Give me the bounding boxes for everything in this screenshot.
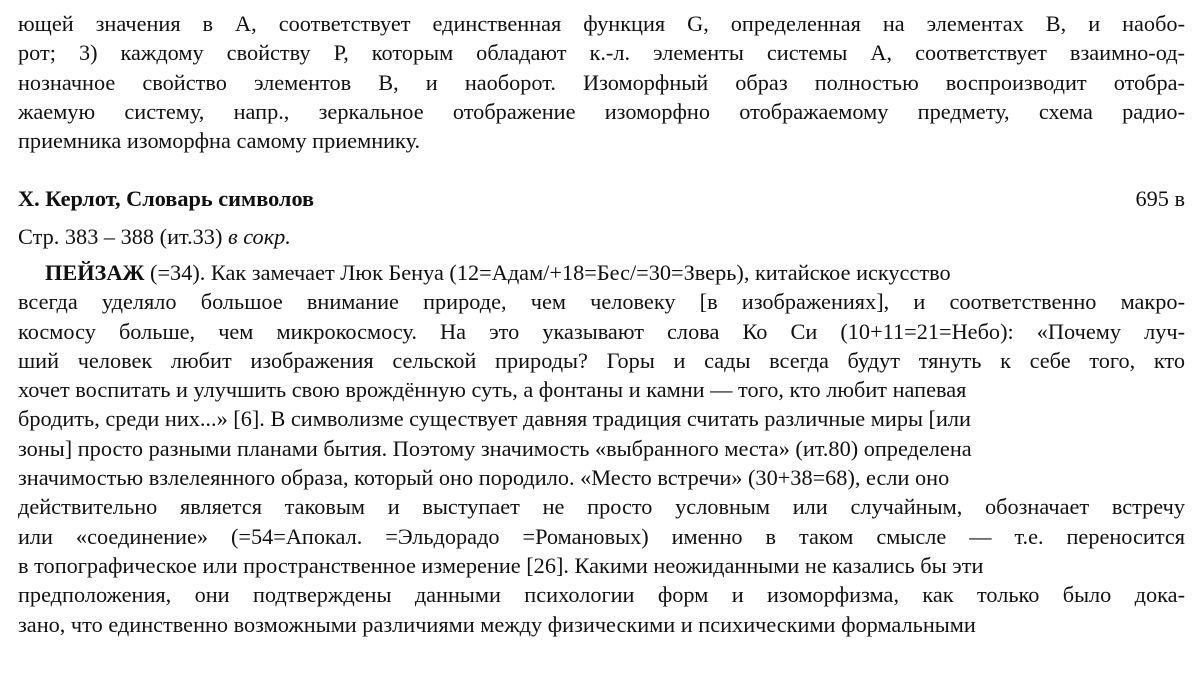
paragraph-isomorphism [18, 9, 1185, 155]
text-line: хочет воспитать и улучшить свою врождённую суть, а фонтаны и камни — того, кто любит напевая [18, 377, 967, 403]
entry-landscape [18, 258, 1185, 639]
text-line: бродить, среди них...» [6]. В символизме существует давняя традиция считать различные миры [или [18, 406, 971, 432]
text-line: действительно является таковым и выступает не просто условным или случайным, обозначает встречу [18, 494, 1185, 520]
text-line: приемника изоморфна самому приемнику. [18, 128, 421, 154]
text-line: зоны] просто разными планами бытия. Поэтому значимость «выбранного места» (ит.80) определена [18, 435, 972, 461]
text-line: жаемую систему, напр., зеркальное отображение изоморфно отображаемому предмету, схема радио- [18, 98, 1185, 124]
text-line: рот; 3) каждому свойству Р, которым обладают к.-л. элементы системы А, соответствует взаимно-од- [18, 40, 1185, 66]
pages-text: Стр. 383 – 388 (ит.33) [18, 224, 228, 249]
text-line: нозначное свойство элементов В, и наоборот. Изоморфный образ полностью воспроизводит отобра- [18, 69, 1185, 95]
text-line: всегда уделяло большое внимание природе, чем человеку [в изображениях], и соответственно макро- [18, 289, 1185, 315]
text-line: в топографическое или пространственное измерение [26]. Какими неожиданными не казались бы эти [18, 552, 984, 578]
text-line: ющей значения в А, соответствует единственная функция G, определенная на элементах В, и наобо- [18, 11, 1185, 36]
text-line: или «соединение» (=54=Апокал. =Эльдорадо =Романовых) именно в таком смысле — т.е. переносится [18, 523, 1185, 549]
entry-term: ПЕЙЗАЖ [45, 260, 145, 285]
text-line: космосу больше, чем микрокосмосу. На это указывают слова Ко Си (10+11=21=Небо): «Почему луч- [18, 318, 1185, 344]
text-line: значимостью взлелеянного образа, который оно породило. «Место встречи» (30+38=68), если оно [18, 465, 950, 491]
pages-note: в сокр. [227, 224, 291, 249]
source-ref: 695 в [1135, 186, 1185, 211]
entry-first-line [18, 258, 1185, 287]
text-line: предположения, они подтверждены данными психологии форм и изоморфизма, как только было дока- [18, 582, 1185, 608]
text-line: зано, что единственно возможными различиями между физическими и психическими формальными [18, 611, 976, 637]
source-heading [18, 184, 1185, 213]
text-line: (=34). Как замечает Люк Бенуа (12=Адам/+18=Бес/=30=Зверь), китайское искусство [144, 260, 951, 285]
text-line: ший человек любит изображения сельской природы? Горы и сады всегда будут тянуть к себе того, кто [18, 347, 1185, 373]
source-title: Х. Керлот, Словарь символов [18, 186, 315, 211]
source-pages [18, 222, 1185, 251]
